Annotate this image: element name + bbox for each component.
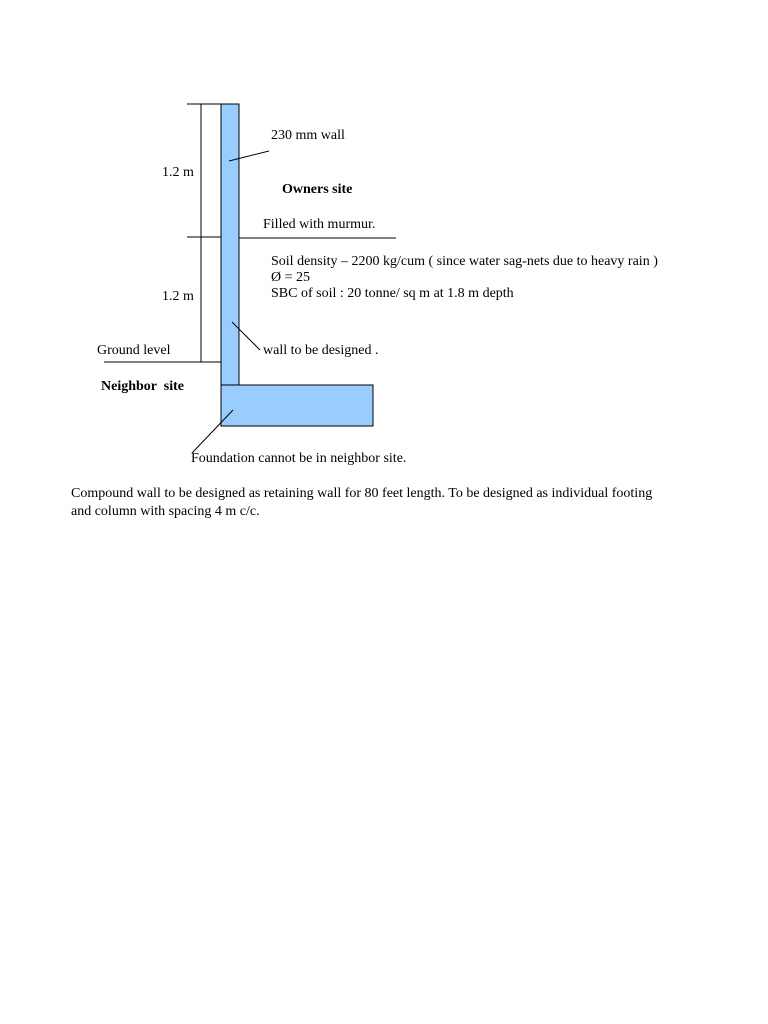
- label-owners-site: Owners site: [282, 182, 353, 197]
- label-wall-thickness: 230 mm wall: [271, 128, 345, 143]
- label-lower-height: 1.2 m: [162, 289, 194, 304]
- leader-foundation: [192, 410, 233, 453]
- label-fill: Filled with murmur.: [263, 217, 376, 232]
- label-wall-to-design: wall to be designed .: [263, 343, 379, 358]
- label-neighbor-site: Neighbor site: [101, 379, 184, 394]
- label-upper-height: 1.2 m: [162, 165, 194, 180]
- footing: [221, 385, 373, 426]
- label-phi: Ø = 25: [271, 270, 311, 285]
- wall-stem: [221, 104, 239, 385]
- label-soil-density: Soil density – 2200 kg/cum ( since water sag-nets due to heavy rain ): [271, 254, 658, 269]
- label-sbc: SBC of soil : 20 tonne/ sq m at 1.8 m depth: [271, 286, 514, 301]
- soil-properties: [271, 254, 658, 302]
- design-note: Compound wall to be designed as retaining wall for 80 feet length. To be designed as individual footing and column with spacing 4 m c/c.: [71, 486, 653, 519]
- label-ground-level: Ground level: [97, 343, 171, 358]
- label-foundation-note: Foundation cannot be in neighbor site.: [191, 451, 407, 466]
